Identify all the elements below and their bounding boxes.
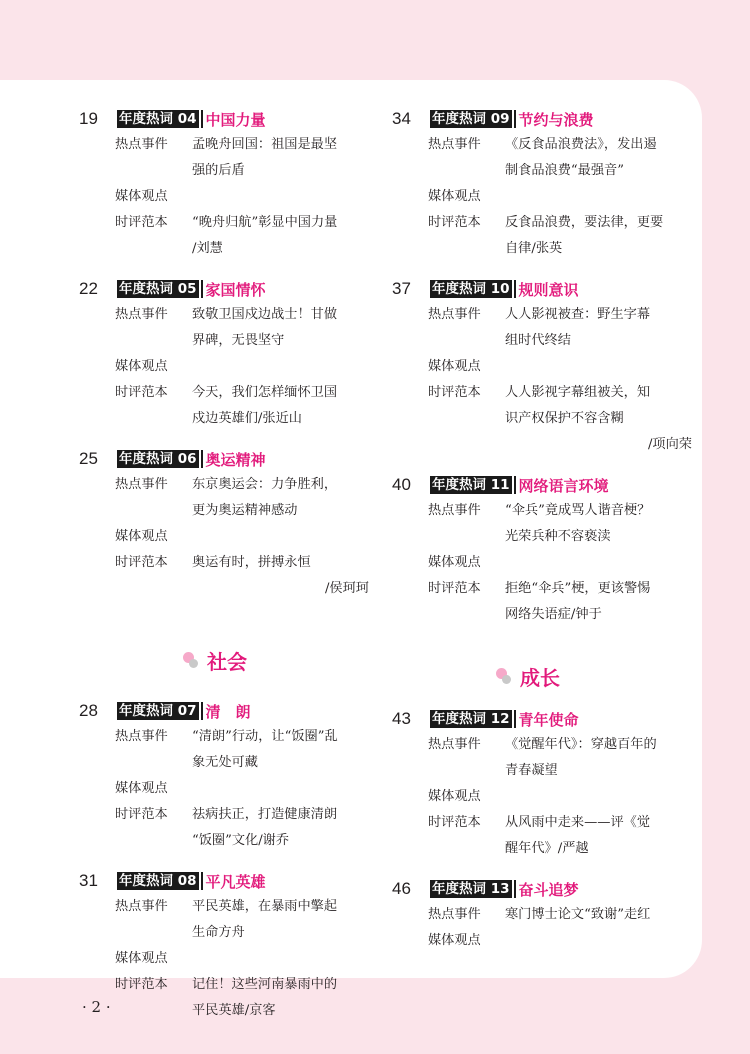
review-line: 人人影视字幕组被关，知 — [505, 385, 651, 400]
event-label: 热点事件 — [115, 729, 168, 744]
review-line: 今天，我们怎样缅怀卫国 — [192, 385, 338, 400]
author-credit: /侯珂珂 — [324, 581, 369, 596]
divider — [514, 880, 516, 898]
review-label: 时评范本 — [115, 215, 168, 230]
media-label: 媒体观点 — [115, 951, 168, 966]
toc-entry[interactable] — [79, 698, 369, 854]
toc-entry[interactable] — [79, 106, 369, 262]
keyword-tag: 年度热词 12 — [432, 711, 510, 727]
page-footer-number: · 2 · — [82, 998, 111, 1016]
topic-title: 青年使命 — [518, 710, 579, 729]
review-line: 识产权保护不容含糊 — [505, 411, 624, 426]
entry-header — [392, 706, 692, 732]
page-number: 40 — [392, 475, 411, 494]
review-line: “晚舟归航”彰显中国力量 — [192, 215, 338, 230]
author-credit: /项向荣 — [647, 437, 692, 452]
review-line: 反食品浪费，要法律，更要 — [505, 215, 664, 230]
event-line: 致敬卫国戍边战士！甘做 — [192, 307, 338, 322]
topic-title: 平凡英雄 — [205, 872, 266, 891]
topic-title: 节约与浪费 — [518, 110, 594, 129]
divider — [201, 110, 203, 128]
page-number: 43 — [392, 709, 411, 728]
review-line: /刘慧 — [192, 241, 223, 256]
entry-header — [79, 698, 369, 724]
media-label: 媒体观点 — [115, 529, 168, 544]
review-line: 醒年代》/严越 — [505, 841, 589, 856]
event-line: 人人影视被查：野生字幕 — [505, 307, 651, 322]
toc-entry[interactable] — [79, 446, 369, 602]
keyword-tag: 年度热词 13 — [432, 881, 510, 897]
event-line: 象无处可藏 — [192, 755, 258, 770]
event-line: 《觉醒年代》：穿越百年的 — [505, 737, 657, 752]
review-line: 平民英雄/京客 — [192, 1003, 276, 1018]
review-label: 时评范本 — [115, 385, 168, 400]
event-label: 热点事件 — [428, 137, 481, 152]
event-line: 平民英雄，在暴雨中擎起 — [192, 899, 338, 914]
entry-header — [79, 868, 369, 894]
toc-entry[interactable] — [392, 706, 692, 862]
page-number: 22 — [79, 279, 98, 298]
entry-header — [79, 276, 369, 302]
keyword-tag: 年度热词 04 — [119, 111, 197, 127]
keyword-tag: 年度热词 08 — [119, 873, 197, 889]
page-number: 34 — [392, 109, 411, 128]
divider — [514, 476, 516, 494]
topic-title: 家国情怀 — [205, 280, 266, 299]
event-line: 组时代终结 — [505, 333, 571, 348]
event-line: 光荣兵种不容亵渎 — [505, 529, 611, 544]
toc-entry[interactable] — [392, 106, 692, 262]
divider — [514, 280, 516, 298]
toc-entry[interactable] — [79, 276, 369, 432]
right-column — [392, 106, 692, 968]
review-label: 时评范本 — [428, 385, 481, 400]
review-line: 从风雨中走来——评《觉 — [505, 815, 651, 830]
media-label: 媒体观点 — [428, 189, 481, 204]
event-line: 强的后盾 — [192, 163, 245, 178]
entry-header — [79, 446, 369, 472]
topic-title: 清 朗 — [205, 702, 251, 721]
entry-header — [79, 106, 369, 132]
divider — [514, 110, 516, 128]
toc-entry[interactable] — [392, 472, 692, 628]
entry-header — [392, 106, 692, 132]
media-label: 媒体观点 — [115, 359, 168, 374]
entry-header — [392, 876, 692, 902]
event-line: 界碑，无畏坚守 — [192, 333, 285, 348]
media-label: 媒体观点 — [115, 189, 168, 204]
section-title: 成长 — [520, 665, 560, 690]
review-line: 拒绝“伞兵”梗，更该警惕 — [505, 581, 651, 596]
review-line: 戍边英雄们/张近山 — [192, 411, 302, 426]
event-label: 热点事件 — [115, 137, 168, 152]
divider — [514, 710, 516, 728]
media-label: 媒体观点 — [115, 781, 168, 796]
keyword-tag: 年度热词 09 — [432, 111, 510, 127]
event-label: 热点事件 — [428, 503, 481, 518]
divider — [201, 280, 203, 298]
media-label: 媒体观点 — [428, 359, 481, 374]
toc-entry[interactable] — [392, 876, 692, 954]
review-line: 记住！这些河南暴雨中的 — [192, 977, 338, 992]
page-number: 37 — [392, 279, 411, 298]
event-label: 热点事件 — [115, 899, 168, 914]
review-label: 时评范本 — [428, 581, 481, 596]
review-label: 时评范本 — [115, 555, 168, 570]
media-label: 媒体观点 — [428, 555, 481, 570]
divider — [201, 872, 203, 890]
divider — [201, 702, 203, 720]
review-label: 时评范本 — [428, 215, 481, 230]
topic-title: 奥运精神 — [205, 450, 266, 469]
event-line: 青春凝望 — [505, 763, 558, 778]
event-line: 孟晚舟回国：祖国是最坚 — [192, 137, 338, 152]
keyword-tag: 年度热词 06 — [119, 451, 197, 467]
review-line: 祛病扶正，打造健康清朗 — [192, 807, 338, 822]
topic-title: 奋斗追梦 — [518, 880, 579, 899]
event-line: 《反食品浪费法》，发出遏 — [505, 137, 657, 152]
event-label: 热点事件 — [428, 307, 481, 322]
review-line: “饭圈”文化/谢乔 — [192, 833, 290, 848]
divider — [201, 450, 203, 468]
section-heading-society — [79, 638, 369, 682]
event-line: 寒门博士论文“致谢”走红 — [505, 907, 651, 922]
entry-header — [392, 276, 692, 302]
left-column — [79, 106, 369, 1038]
section-title: 社会 — [207, 649, 247, 674]
review-label: 时评范本 — [428, 815, 481, 830]
media-label: 媒体观点 — [428, 933, 481, 948]
keyword-tag: 年度热词 10 — [432, 281, 510, 297]
dots-icon — [496, 666, 518, 686]
toc-entry[interactable] — [392, 276, 692, 458]
dots-icon — [183, 650, 205, 670]
keyword-tag: 年度热词 07 — [119, 703, 197, 719]
section-heading-growth — [392, 654, 692, 698]
page-number: 31 — [79, 871, 98, 890]
keyword-tag: 年度热词 05 — [119, 281, 197, 297]
event-label: 热点事件 — [428, 907, 481, 922]
review-line: 奥运有时，拼搏永恒 — [192, 555, 311, 570]
media-label: 媒体观点 — [428, 789, 481, 804]
review-line: 网络失语症/钟于 — [505, 607, 602, 622]
topic-title: 规则意识 — [518, 280, 579, 299]
event-line: 更为奥运精神感动 — [192, 503, 298, 518]
event-label: 热点事件 — [115, 477, 168, 492]
toc-entry[interactable] — [79, 868, 369, 1024]
page-number: 28 — [79, 701, 98, 720]
entry-header — [392, 472, 692, 498]
event-line: 生命方舟 — [192, 925, 245, 940]
review-label: 时评范本 — [115, 807, 168, 822]
review-line: 自律/张英 — [505, 241, 563, 256]
event-line: “伞兵”竟成骂人谐音梗？ — [505, 503, 651, 518]
event-line: 制食品浪费“最强音” — [505, 163, 624, 178]
event-label: 热点事件 — [115, 307, 168, 322]
page-number: 46 — [392, 879, 411, 898]
event-label: 热点事件 — [428, 737, 481, 752]
review-label: 时评范本 — [115, 977, 168, 992]
event-line: 东京奥运会：力争胜利， — [192, 477, 338, 492]
keyword-tag: 年度热词 11 — [432, 477, 510, 493]
page-number: 25 — [79, 449, 98, 468]
page-number: 19 — [79, 109, 98, 128]
topic-title: 网络语言环境 — [518, 476, 609, 495]
topic-title: 中国力量 — [205, 110, 266, 129]
event-line: “清朗”行动，让“饭圈”乱 — [192, 729, 338, 744]
